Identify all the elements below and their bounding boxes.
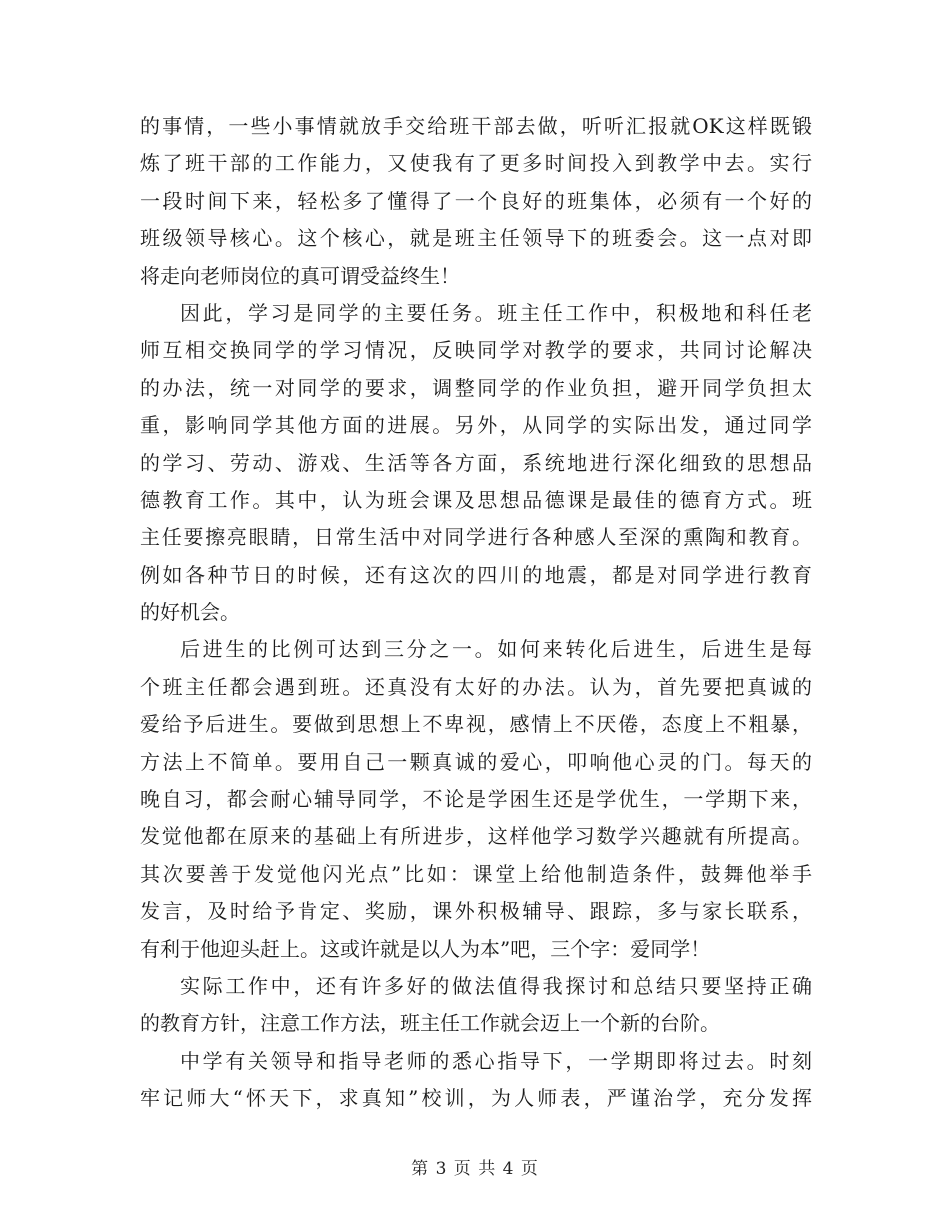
- text-line: 其次要善于发觉他闪光点”比如：课堂上给他制造条件，鼓舞他举手: [140, 861, 812, 886]
- text-line: 重，影响同学其他方面的进展。另外，从同学的实际出发，通过同学: [140, 413, 812, 438]
- text-line: 的学习、劳动、游戏、生活等各方面，系统地进行深化细致的思想品: [140, 450, 812, 475]
- text-line: 的事情，一些小事情就放手交给班干部去做，听听汇报就OK这样既锻: [140, 114, 812, 138]
- paragraph-first-line: 后进生的比例可达到三分之一。如何来转化后进生，后进生是每: [180, 637, 812, 662]
- text-line: 炼了班干部的工作能力，又使我有了更多时间投入到教学中去。实行: [140, 151, 812, 176]
- text-line: 发觉他都在原来的基础上有所进步，这样他学习数学兴趣就有所提高。: [140, 824, 812, 849]
- text-line: 班级领导核心。这个核心，就是班主任领导下的班委会。这一点对即: [140, 226, 812, 251]
- paragraph-first-line: 中学有关领导和指导老师的悉心指导下，一学期即将过去。时刻: [180, 1048, 812, 1073]
- text-line: 德教育工作。其中，认为班会课及思想品德课是最佳的德育方式。班: [140, 487, 812, 512]
- text-line: 一段时间下来，轻松多了懂得了一个良好的班集体，必须有一个好的: [140, 188, 812, 213]
- text-line: 晚自习，都会耐心辅导同学，不论是学困生还是学优生，一学期下来，: [140, 787, 812, 812]
- page-number: 第 3 页 共 4 页: [411, 1159, 539, 1179]
- paragraph-first-line: 因此，学习是同学的主要任务。班主任工作中，积极地和科任老: [180, 300, 812, 325]
- text-line: 的教育方针，注意工作方法，班主任工作就会迈上一个新的台阶。: [140, 1011, 720, 1036]
- text-line: 有利于他迎头赶上。这或许就是以人为本”吧，三个字：爱同学！: [140, 936, 711, 961]
- text-line: 师互相交换同学的学习情况，反映同学对教学的要求，共同讨论解决: [140, 338, 812, 363]
- text-line: 牢记师大“怀天下，求真知”校训，为人师表，严谨治学，充分发挥: [140, 1086, 812, 1111]
- document-body: [140, 108, 812, 1118]
- text-line: 例如各种节日的时候，还有这次的四川的地震，都是对同学进行教育: [140, 562, 812, 587]
- text-line: 的好机会。: [140, 600, 240, 625]
- text-line: 将走向老师岗位的真可谓受益终生！: [140, 263, 460, 288]
- text-line: 个班主任都会遇到班。还真没有太好的办法。认为，首先要把真诚的: [140, 674, 812, 699]
- text-line: 爱给予后进生。要做到思想上不卑视，感情上不厌倦，态度上不粗暴，: [140, 712, 812, 737]
- text-line: 发言，及时给予肯定、奖励，课外积极辅导、跟踪，多与家长联系，: [140, 899, 812, 924]
- paragraph-first-line: 实际工作中，还有许多好的做法值得我探讨和总结只要坚持正确: [180, 973, 812, 998]
- text-line: 的办法，统一对同学的要求，调整同学的作业负担，避开同学负担太: [140, 375, 812, 400]
- text-line: 方法上不简单。要用自己一颗真诚的爱心，叩响他心灵的门。每天的: [140, 749, 812, 774]
- text-line: 主任要擦亮眼睛，日常生活中对同学进行各种感人至深的熏陶和教育。: [140, 525, 812, 550]
